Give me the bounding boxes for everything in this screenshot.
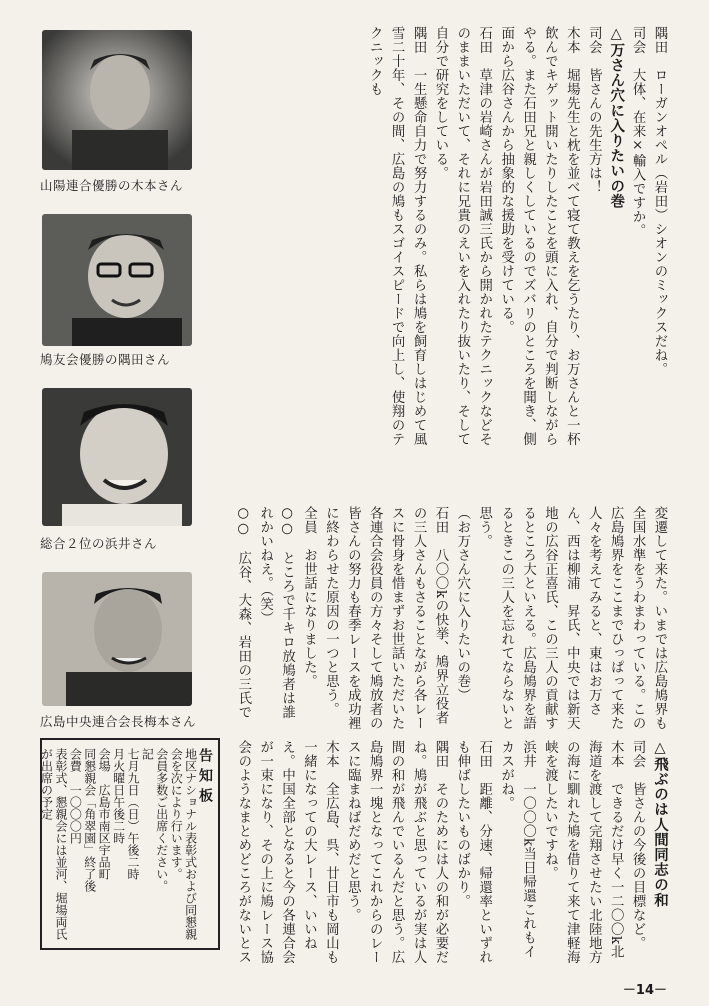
article-mid xyxy=(230,506,670,731)
notice-line: 月火曜日午後二時 xyxy=(111,748,126,844)
caption-sumida: 鳩友会優勝の隅田さん xyxy=(40,352,171,367)
para: （お万さん穴に入りたいの巻） xyxy=(454,506,470,702)
notice-line: 会員多数ご出席ください。 xyxy=(154,748,169,892)
section-heading: △飛ぶのは人間同志の和 xyxy=(652,740,668,908)
notice-board xyxy=(40,738,220,950)
photo-kimoto xyxy=(42,30,192,170)
para: ○○ ところで千キロ放鳩者は誰れかいねえ。（笑） xyxy=(257,506,295,720)
photo-sumida xyxy=(42,214,192,346)
para: 石田 距離、分速、帰還率といずれも伸ばしたいものばかり。 xyxy=(454,740,492,964)
photo-umemoto xyxy=(42,572,192,706)
article-top-right xyxy=(258,26,670,456)
para: 隅田 そのためには人の和が必要だね。鳩が飛ぶと思っているが実は人間の和が飛んでいるんだと思う。広島鳩界一塊となってこれからのレースに臨まねばだめだと思う。 xyxy=(345,740,448,964)
notice-line: 会費 一〇〇〇円 xyxy=(68,748,83,844)
article-mid-right xyxy=(230,740,670,970)
caption-hamai: 総合２位の浜井さん xyxy=(40,536,158,551)
notice-line: 表彰式、懇親会には並河、堀場両氏が出席の予定 xyxy=(39,748,68,940)
section-heading: △万さん穴に入りたいの巻 xyxy=(608,26,625,209)
notice-line: 記 xyxy=(140,748,155,760)
para: 司会 大体、在来×輸入ですか。 xyxy=(630,26,646,238)
para: 木本 堀場先生と枕を並べて寝て教えを乞うたり、お万さんと一杯飲んでキゲット開いたりしたことを頭に入れ、自分で判断しながらやる。また石田兄と親しくしているのでズバリのところを聞き、側面から広谷さんから抽象的な援助を受けている。 xyxy=(498,26,580,446)
para: 石田 草津の岩崎さんが岩田誠三氏から開かれたテクニックなどそのままいただいて、それに兄貴のえいを入れたり抜いたり、そして自分で研究をしている。 xyxy=(432,26,492,446)
para: 隅田 ローガンオペル（岩田）シオンのミックスだね。 xyxy=(652,26,667,376)
caption-umemoto: 広島中央連合会長梅本さん xyxy=(40,714,197,729)
para: 木本 できるだけ早く一二〇〇k北海道を渡して完翔させたい北陸地方の海に馴れた鳩を借りて来て津軽海峡を渡したいですね。 xyxy=(542,740,624,964)
para: 司会 皆さんの先生方は！ xyxy=(586,26,602,194)
para: 変遷して来た。いまでは広島鳩界も全国水準をうわまわっている。この広島鳩界をここまでひっぱって来た人々を考えてみると、東はお万さん、西は柳浦 昇氏、中央では新天地の広谷正喜氏、この三人の貢献するところ大といえる。広島鳩界を語るときこの三人を忘れてならないと思う。 xyxy=(476,506,667,730)
notice-line: 会場 広島市南区宇品町 xyxy=(97,748,112,880)
para: 浜井 一〇〇〇k当日帰還これもイカスがね。 xyxy=(498,740,536,959)
notice-line: 七月九日（日）午後二時 xyxy=(125,748,140,880)
notice-text xyxy=(39,748,212,946)
para: 木本 全広島、呉、廿日市も岡山も一緒になっての大レース、いいねえ。中国全部となると今の各連合会が一束になり、その上に鳩レース協会のようなまとめどころがないとス xyxy=(235,740,339,964)
para: ○○ 広谷、大森、岩田の三氏で xyxy=(235,506,251,720)
photo-hamai xyxy=(42,388,192,526)
para: 石田 八〇〇kの快挙、鳩界立役者の三人さんもさることながら各レースに骨身を惜まずお世話いただいた各連合会役員の方々そして鳩放者の皆さんの努力も春季レースを成功裡に終わらせた原因の一つと思う。 xyxy=(323,506,448,730)
page-number: －14－ xyxy=(622,983,667,998)
para: 隅田 一生懸命自力で努力するのみ。私らは鳩を飼育しはじめて風雪二十年、その間、広島の鳩もスゴイスピードで向上し、使翔のテクニックも xyxy=(367,26,427,446)
caption-kimoto: 山陽連合優勝の木本さん xyxy=(40,178,184,193)
para: 全員 お世話になりました。 xyxy=(301,506,317,688)
notice-line: 同懇親会「角翠園」終了後 xyxy=(82,748,97,892)
para: 司会 皆さんの今後の目標など。 xyxy=(630,740,646,950)
notice-line: 地区ナショナル表彰式および同懇親会を次により行います。 xyxy=(169,748,198,940)
notice-title: 告知板 xyxy=(197,748,213,808)
